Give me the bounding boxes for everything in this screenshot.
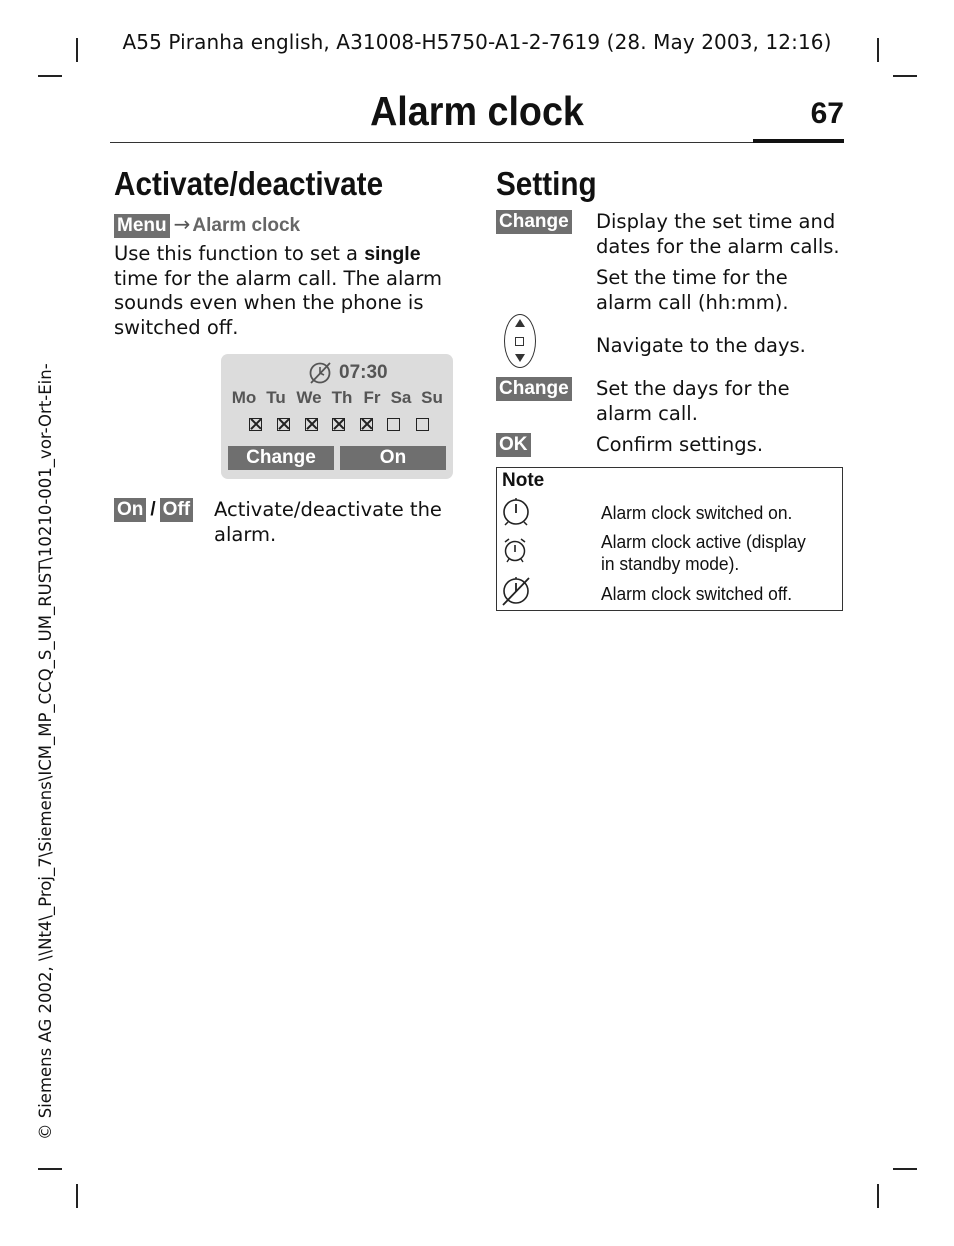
day-label: Mo <box>231 388 257 407</box>
alarm-time: 07:30 <box>339 362 388 383</box>
on-off-description: Activate/deactivate the alarm. <box>214 498 442 546</box>
arrow-icon: → <box>173 212 191 236</box>
weekday-checkbox[interactable] <box>249 418 262 431</box>
day-label: Su <box>421 388 443 407</box>
crop-mark <box>877 1184 879 1208</box>
note-box <box>496 467 843 611</box>
day-label: Fr <box>363 388 381 407</box>
note-item-text: Alarm clock switched off. <box>601 583 793 604</box>
menu-target: Alarm clock <box>192 215 301 236</box>
weekday-checkbox[interactable] <box>305 418 318 431</box>
off-key[interactable]: Off <box>160 498 193 522</box>
on-off-keys <box>114 498 193 522</box>
intro-text-1: Use this function to set a <box>114 242 365 265</box>
menu-path <box>114 212 300 238</box>
crop-mark <box>893 75 917 77</box>
setting-description: Navigate to the days. <box>596 334 806 357</box>
setting-description: Display the set time and dates for the alarm calls. <box>596 210 840 258</box>
page-number: 67 <box>810 97 844 130</box>
title-rule <box>110 142 844 143</box>
page-number-rule <box>753 139 844 143</box>
setting-description: Confirm settings. <box>596 433 764 456</box>
alarm-on-icon <box>501 497 531 527</box>
weekday-checkbox[interactable] <box>416 418 429 431</box>
navigation-key-icon <box>504 314 536 368</box>
alarm-off-icon <box>308 361 332 385</box>
setting-heading: Setting <box>496 165 597 202</box>
weekday-checkbox[interactable] <box>360 418 373 431</box>
weekday-checkbox[interactable] <box>277 418 290 431</box>
day-label: Th <box>331 388 353 407</box>
setting-description: Set the days for the alarm call. <box>596 377 790 425</box>
alarm-active-icon <box>503 537 527 563</box>
weekday-checkbox[interactable] <box>387 418 400 431</box>
nav-center-icon <box>515 337 524 346</box>
on-key[interactable]: On <box>114 498 146 522</box>
key-separator: / <box>150 499 156 520</box>
weekday-row <box>229 388 453 410</box>
activate-heading: Activate/deactivate <box>114 165 384 202</box>
on-softkey[interactable]: On <box>340 446 446 470</box>
day-label: We <box>296 388 322 407</box>
setting-description: Set the time for the alarm call (hh:mm). <box>596 266 789 314</box>
note-title: Note <box>502 470 545 491</box>
intro-text-2: time for the alarm call. The alarm sounds even when the phone is switched off. <box>114 266 443 339</box>
change-key[interactable]: Change <box>496 210 572 234</box>
alarm-off-icon <box>501 576 531 606</box>
running-head: A55 Piranha english, A31008-H5750-A1-2-7619 (28. May 2003, 12:16) <box>122 30 832 54</box>
page-title: Alarm clock <box>370 88 584 134</box>
weekday-checkbox[interactable] <box>332 418 345 431</box>
note-item-text: Alarm clock switched on. <box>601 502 793 523</box>
crop-mark <box>893 1168 917 1170</box>
side-margin-text: © Siemens AG 2002, \\Nt4\_Proj_7\Siemens\ICM_MP_CCQ_S_UM_RUST\10210-001_vor-Ort-Ein- <box>36 363 55 1140</box>
change-softkey[interactable]: Change <box>228 446 334 470</box>
crop-mark <box>38 1168 62 1170</box>
nav-down-arrow-icon <box>515 354 525 362</box>
crop-mark <box>38 75 62 77</box>
crop-mark <box>76 1184 78 1208</box>
menu-key: Menu <box>114 214 170 238</box>
intro-bold: single <box>364 243 421 265</box>
nav-up-arrow-icon <box>515 319 525 327</box>
day-label: Sa <box>390 388 412 407</box>
change-key[interactable]: Change <box>496 377 572 401</box>
phone-display <box>221 354 453 479</box>
ok-key[interactable]: OK <box>496 433 531 457</box>
note-item-text: Alarm clock active (display in standby mode). <box>601 531 806 574</box>
day-label: Tu <box>266 388 286 407</box>
intro-paragraph <box>114 242 459 340</box>
